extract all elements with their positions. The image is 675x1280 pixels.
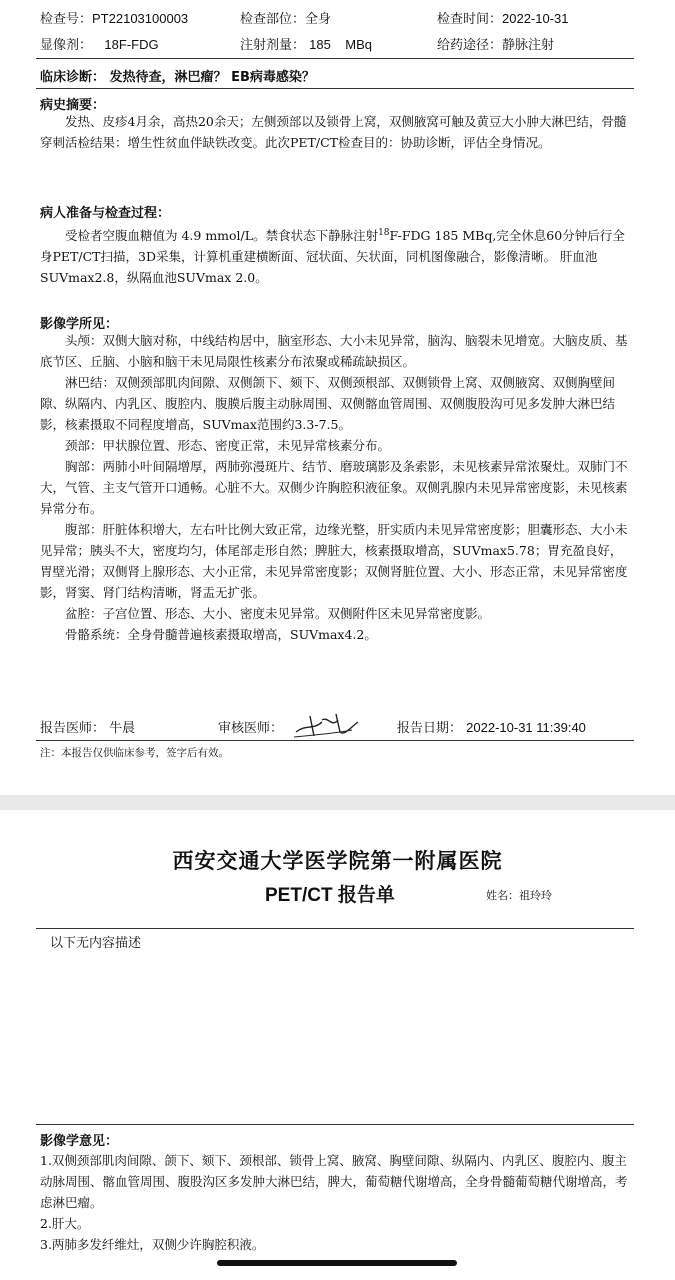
opinion-item-2: 2.肝大。	[40, 1216, 90, 1231]
reporting-physician: 报告医师： 牛晨	[40, 721, 136, 736]
findings-title: 影像学所见：	[40, 317, 119, 332]
report-date: 报告日期： 2022-10-31 11:39:40	[397, 720, 586, 736]
findings-chest: 胸部：两肺小叶间隔增厚，两肺弥漫斑片、结节、磨玻璃影及条索影，未见核素异常浓聚灶。双肺门不大，气管、主支气管开口通畅。心脏不大。双侧少许胸腔积液征象。双侧乳腺内未见异常密度影，未见核素异常分布。	[40, 459, 628, 516]
report-title: PET/CT 报告单	[265, 885, 395, 906]
header-divider	[36, 58, 634, 59]
exam-number: 检查号：PT22103100003	[40, 11, 189, 27]
findings-abdomen: 腹部：肝脏体积增大，左右叶比例大致正常，边缘光整，肝实质内未见异常密度影；胆囊形态、大小未见异常；胰头不大，密度均匀，体尾部走形自然；脾脏大，核素摄取增高，SUVmax5.78；胃充盈良好，胃壁光滑；双侧肾上腺形态、大小正常，未见异常密度影；双侧肾脏位置、大小、形态正常，未见异常密度影，肾窦、肾门结构清晰，肾盂无扩张。	[40, 522, 628, 600]
injected-dose: 注射剂量： 185 MBq	[240, 37, 373, 53]
opinion-item-3: 3.两肺多发纤维灶，双侧少许胸腔积液。	[40, 1237, 265, 1252]
report-page-2	[0, 810, 675, 1280]
opinion-divider	[36, 1124, 634, 1125]
findings-pelvis: 盆腔：子宫位置、形态、大小、密度未见异常。双侧附件区未见异常密度影。	[65, 606, 491, 621]
exam-time: 检查时间：2022-10-31	[437, 11, 569, 27]
findings-lymph: 淋巴结：双侧颈部肌肉间隙、双侧颌下、颏下、双侧颈根部、双侧锁骨上窝、双侧腋窝、双侧胸壁间隙、纵隔内、内乳区、腹腔内、腹膜后腹主动脉周围、双侧髂血管周围、双侧腹股沟可见多发肿大淋巴结影，核素摄取不同程度增高，SUVmax范围约3.3-7.5。	[40, 375, 616, 432]
administration-route: 给药途径：静脉注射	[437, 38, 555, 53]
exam-site: 检查部位：全身	[240, 12, 332, 27]
findings-head: 头颅：双侧大脑对称，中线结构居中，脑室形态、大小未见异常，脑沟、脑裂未见增宽。大脑皮质、基底节区、丘脑、小脑和脑干未见局限性核素分布浓聚或稀疏缺损区。	[40, 333, 628, 369]
diagnosis-divider	[36, 88, 634, 89]
opinion-item-1: 1.双侧颈部肌肉间隙、颌下、颏下、颈根部、锁骨上窝、腋窝、胸壁间隙、纵隔内、内乳区、腹腔内、腹主动脉周围、髂血管周围、腹股沟区多发肿大淋巴结，脾大，葡萄糖代谢增高，全身骨髓葡萄糖代谢增高，考虑淋巴瘤。	[40, 1153, 628, 1210]
prep-title: 病人准备与检查过程：	[40, 206, 171, 221]
no-content-note: 以下无内容描述	[50, 936, 142, 951]
history-text: 发热、皮疹4月余，高热20余天；左侧颈部以及锁骨上窝，双侧腋窝可触及黄豆大小肿大淋巴结，骨髓穿刺活检结果：增生性贫血伴缺铁改变。此次PET/CT检查目的：协助诊断，评估全身情况。	[40, 114, 627, 150]
title-divider	[36, 928, 634, 929]
reviewer-signature	[292, 710, 362, 740]
hospital-name: 西安交通大学医学院第一附属医院	[172, 848, 503, 873]
prep-text: 受检者空腹血糖值为 4.9 mmol/L。禁食状态下静脉注射$^{18}$F-FDG 185 MBq,完全休息60分钟后行全身PET/CT扫描，3D采集，计算机重建横断面、冠状面、矢状面，同机图像融合，影像清晰。 肝血池SUVmax2.8，纵隔血池SUVmax 2.0。	[40, 228, 625, 286]
patient-name: 姓名：祖玲玲	[486, 889, 552, 902]
footer-divider	[36, 740, 634, 741]
opinion-text	[40, 1150, 632, 1255]
reviewing-physician: 审核医师：	[218, 721, 284, 736]
clinical-diagnosis: 临床诊断： 发热待查，淋巴瘤？ EB病毒感染？	[40, 70, 315, 85]
findings-skeleton: 骨骼系统：全身骨髓普遍核素摄取增高，SUVmax4.2。	[65, 627, 377, 642]
home-indicator[interactable]	[217, 1260, 457, 1266]
findings-text	[40, 330, 632, 645]
history-title: 病史摘要：	[40, 98, 106, 113]
tracer: 显像剂： 18F-FDG	[40, 37, 159, 53]
opinion-title: 影像学意见：	[40, 1134, 119, 1149]
report-note: 注：本报告仅供临床参考，签字后有效。	[40, 747, 229, 759]
findings-neck: 颈部：甲状腺位置、形态、密度正常，未见异常核素分布。	[65, 438, 391, 453]
page-gap	[0, 795, 675, 810]
